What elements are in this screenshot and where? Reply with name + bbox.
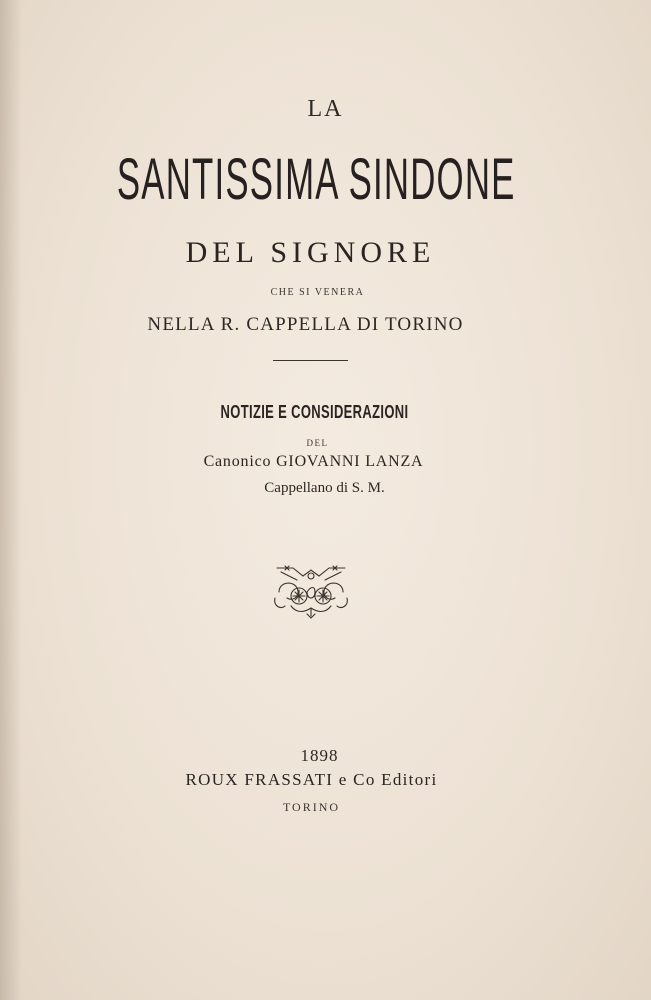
title-article: LA xyxy=(307,96,344,122)
publisher: ROUX FRASSATI e Co Editori xyxy=(185,770,438,789)
author-name: Canonico GIOVANNI LANZA xyxy=(203,453,424,470)
section-heading: NOTIZIE E CONSIDERAZIONI xyxy=(220,402,409,422)
publication-year: 1898 xyxy=(300,746,339,765)
connector-text: CHE SI VENERA xyxy=(270,287,365,298)
location-line: NELLA R. CAPPELLA DI TORINO xyxy=(147,314,464,335)
by-line: DEL xyxy=(306,438,329,448)
subtitle: DEL SIGNORE xyxy=(185,236,436,269)
divider-rule xyxy=(273,360,348,361)
main-title: SANTISSIMA SINDONE xyxy=(116,147,516,212)
floral-vignette-icon xyxy=(271,562,351,620)
publication-city: TORINO xyxy=(282,800,341,814)
author-role: Cappellano di S. M. xyxy=(264,480,385,496)
